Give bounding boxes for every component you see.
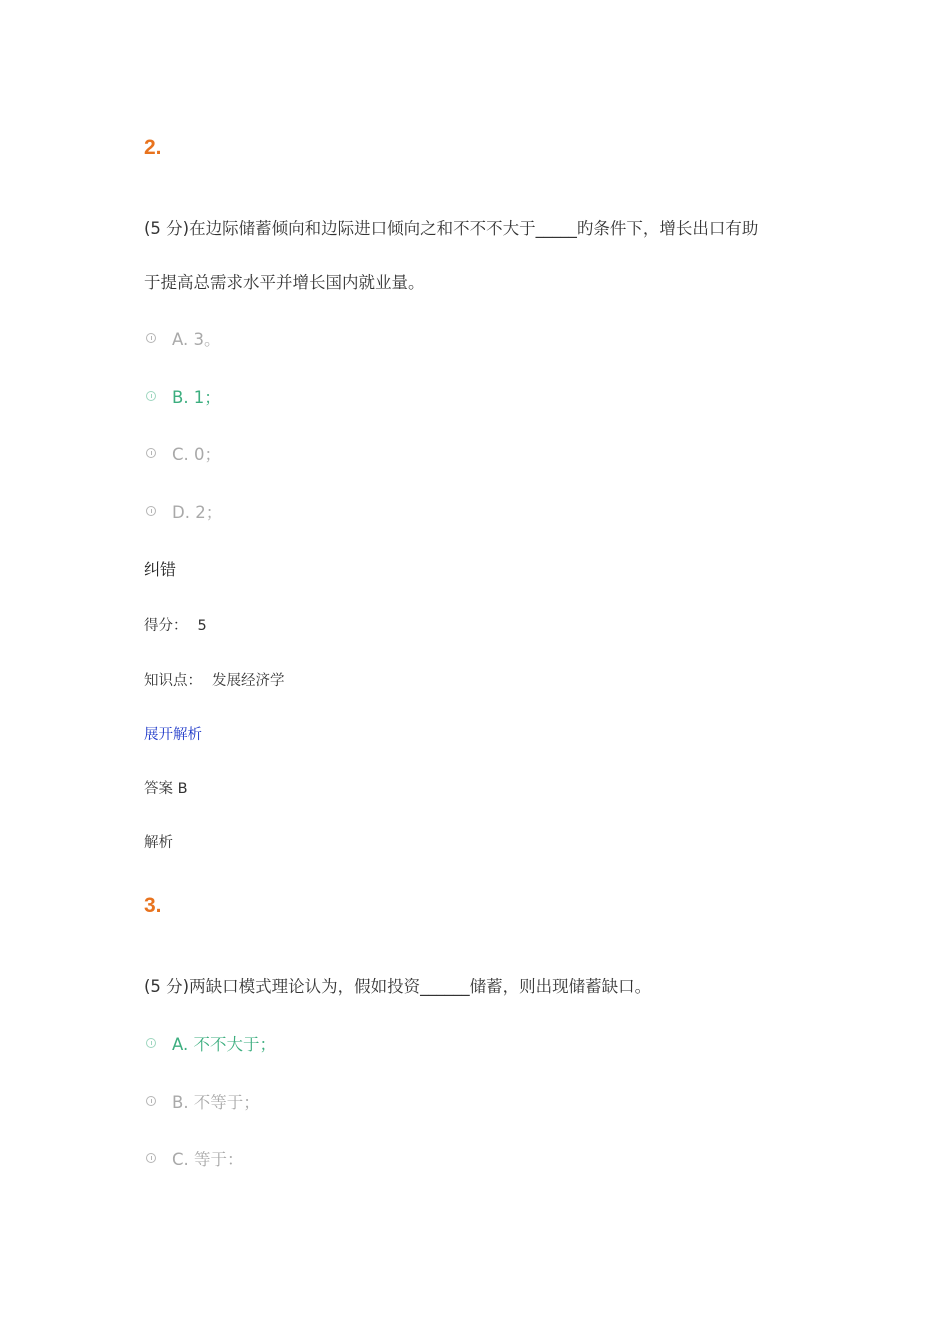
option-label: D. 2； — [172, 503, 223, 522]
option-label: B. 1； — [172, 388, 221, 407]
radio-circle-icon[interactable] — [146, 506, 156, 516]
option-c[interactable] — [144, 441, 221, 465]
option-d[interactable] — [144, 499, 222, 523]
radio-circle-icon[interactable] — [146, 333, 156, 343]
radio-circle-icon[interactable] — [146, 1096, 156, 1106]
option-label: B. 不等于； — [172, 1093, 260, 1112]
radio-circle-icon[interactable] — [146, 391, 156, 401]
option-label: C. 等于： — [172, 1150, 244, 1169]
knowledge-point-row — [144, 669, 285, 690]
option-c[interactable] — [144, 1146, 244, 1170]
option-b[interactable] — [144, 384, 221, 408]
score-row — [144, 614, 207, 635]
option-label: A. 不不大于； — [172, 1035, 276, 1054]
radio-circle-icon[interactable] — [146, 1153, 156, 1163]
option-label: A. 3。 — [172, 330, 221, 349]
question-stem-line: (5 分)两缺口模式理论认为，假如投资______储蓄，则出现储蓄缺口。 — [144, 977, 652, 996]
option-label: C. 0； — [172, 445, 222, 464]
answer-text: 答案 B — [144, 781, 188, 797]
question-number: 3. — [144, 894, 162, 917]
option-a[interactable] — [144, 1031, 276, 1055]
question-number: 2. — [144, 136, 162, 159]
question-stem-line: 于提高总需求水平并增长国内就业量。 — [144, 273, 425, 292]
expand-analysis-link[interactable]: 展开解析 — [144, 727, 202, 743]
score-label: 得分： — [144, 618, 188, 634]
analysis-label: 解析 — [144, 835, 173, 851]
question-stem-line: (5 分)在边际储蓄倾向和边际进口倾向之和不不不大于_____旳条件下，增长出口有助 — [144, 219, 759, 238]
option-b[interactable] — [144, 1089, 260, 1113]
knowledge-label: 知识点： — [144, 673, 202, 689]
report-error-link[interactable]: 纠错 — [144, 560, 177, 579]
radio-circle-icon[interactable] — [146, 448, 156, 458]
score-value: 5 — [197, 618, 207, 634]
knowledge-value: 发展经济学 — [212, 673, 285, 689]
option-a[interactable] — [144, 326, 221, 350]
radio-circle-icon[interactable] — [146, 1038, 156, 1048]
